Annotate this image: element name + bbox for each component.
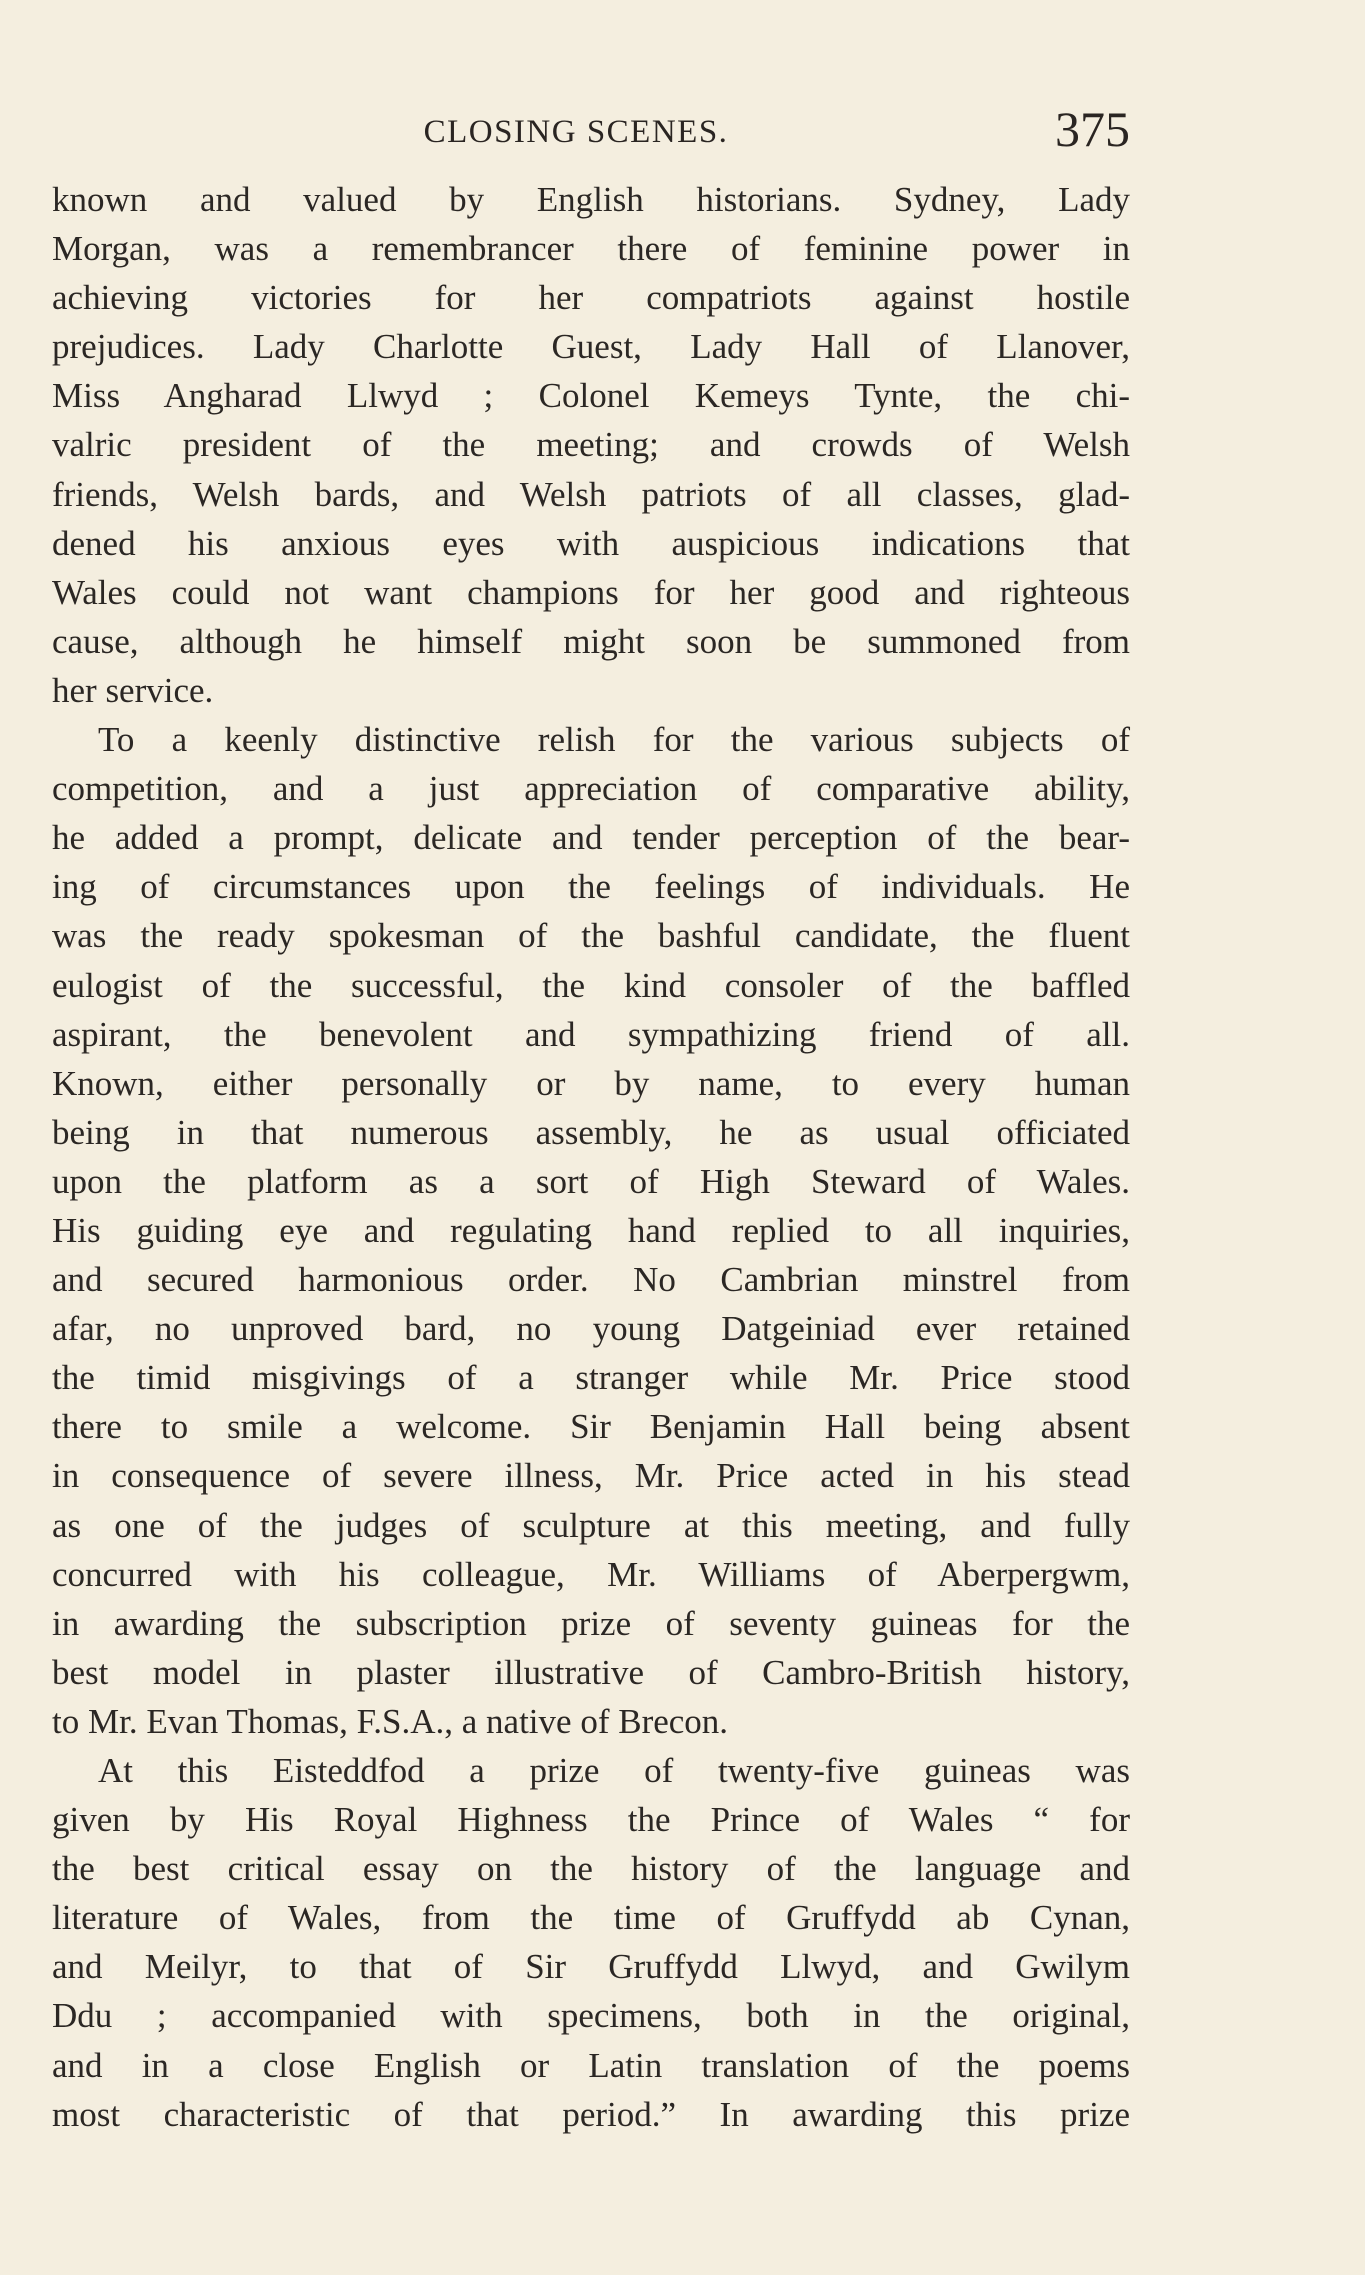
text-line: At this Eisteddfod a prize of twenty-five guineas was [98, 1751, 1130, 1790]
text-line: the best critical essay on the history of the language and [52, 1849, 1130, 1889]
text-line: Morgan, was a remembrancer there of feminine power in [52, 229, 1130, 269]
text-line: as one of the judges of sculpture at this meeting, and fully [52, 1505, 1130, 1545]
text-line: concurred with his colleague, Mr. Williams of Aberpergwm, [52, 1554, 1130, 1594]
text-line: Known, either personally or by name, to every human [52, 1063, 1130, 1103]
text-line: Miss Angharad Llwyd ; Colonel Kemeys Tynte, the chi- [52, 376, 1130, 416]
text-line: was the ready spokesman of the bashful candidate, the fluent [52, 916, 1130, 956]
text-line: competition, and a just appreciation of comparative ability, [52, 769, 1130, 809]
text-line: most characteristic of that period.” In awarding this prize [52, 2094, 1130, 2134]
body-text [52, 175, 1130, 2139]
text-line: being in that numerous assembly, he as usual officiated [52, 1112, 1130, 1152]
text-line: ing of circumstances upon the feelings of individuals. He [52, 867, 1130, 907]
text-line: in consequence of severe illness, Mr. Price acted in his stead [52, 1456, 1130, 1496]
text-line: to Mr. Evan Thomas, F.S.A., a native of Brecon. [52, 1701, 729, 1741]
text-line: His guiding eye and regulating hand replied to all inquiries, [52, 1210, 1130, 1250]
text-line: the timid misgivings of a stranger while Mr. Price stood [52, 1358, 1130, 1398]
page-number: 375 [1055, 101, 1130, 157]
text-line: eulogist of the successful, the kind consoler of the baffled [52, 965, 1130, 1005]
text-line: Ddu ; accompanied with specimens, both in the original, [52, 1996, 1130, 2036]
text-line: prejudices. Lady Charlotte Guest, Lady Hall of Llanover, [52, 327, 1130, 367]
text-line: best model in plaster illustrative of Cambro-British history, [52, 1652, 1130, 1692]
text-line: known and valued by English historians. Sydney, Lady [52, 180, 1130, 219]
text-line: afar, no unproved bard, no young Datgeiniad ever retained [52, 1309, 1130, 1349]
text-line: achieving victories for her compatriots against hostile [52, 278, 1130, 318]
text-line: dened his anxious eyes with auspicious indications that [52, 523, 1130, 563]
text-line: valric president of the meeting; and crowds of Welsh [52, 425, 1130, 465]
text-line: upon the platform as a sort of High Steward of Wales. [52, 1161, 1130, 1201]
text-line: aspirant, the benevolent and sympathizing friend of all. [52, 1014, 1130, 1054]
text-line: Wales could not want champions for her good and righteous [52, 572, 1130, 612]
text-line: in awarding the subscription prize of seventy guineas for the [52, 1603, 1130, 1643]
text-line: given by His Royal Highness the Prince of Wales “ for [52, 1800, 1130, 1840]
text-line: cause, although he himself might soon be summoned from [52, 621, 1130, 661]
text-line: he added a prompt, delicate and tender perception of the bear- [52, 818, 1130, 858]
text-line: there to smile a welcome. Sir Benjamin Hall being absent [52, 1407, 1130, 1447]
text-line: and in a close English or Latin translation of the poems [52, 2045, 1130, 2085]
text-line: her service. [52, 670, 214, 710]
running-head [52, 101, 1130, 168]
text-line: To a keenly distinctive relish for the various subjects of [98, 720, 1130, 760]
text-line: friends, Welsh bards, and Welsh patriots of all classes, glad- [52, 474, 1130, 514]
chapter-title: CLOSING SCENES. [423, 114, 729, 150]
text-line: literature of Wales, from the time of Gruffydd ab Cynan, [52, 1898, 1130, 1938]
text-line: and Meilyr, to that of Sir Gruffydd Llwyd, and Gwilym [52, 1947, 1130, 1987]
text-line: and secured harmonious order. No Cambrian minstrel from [52, 1260, 1130, 1300]
